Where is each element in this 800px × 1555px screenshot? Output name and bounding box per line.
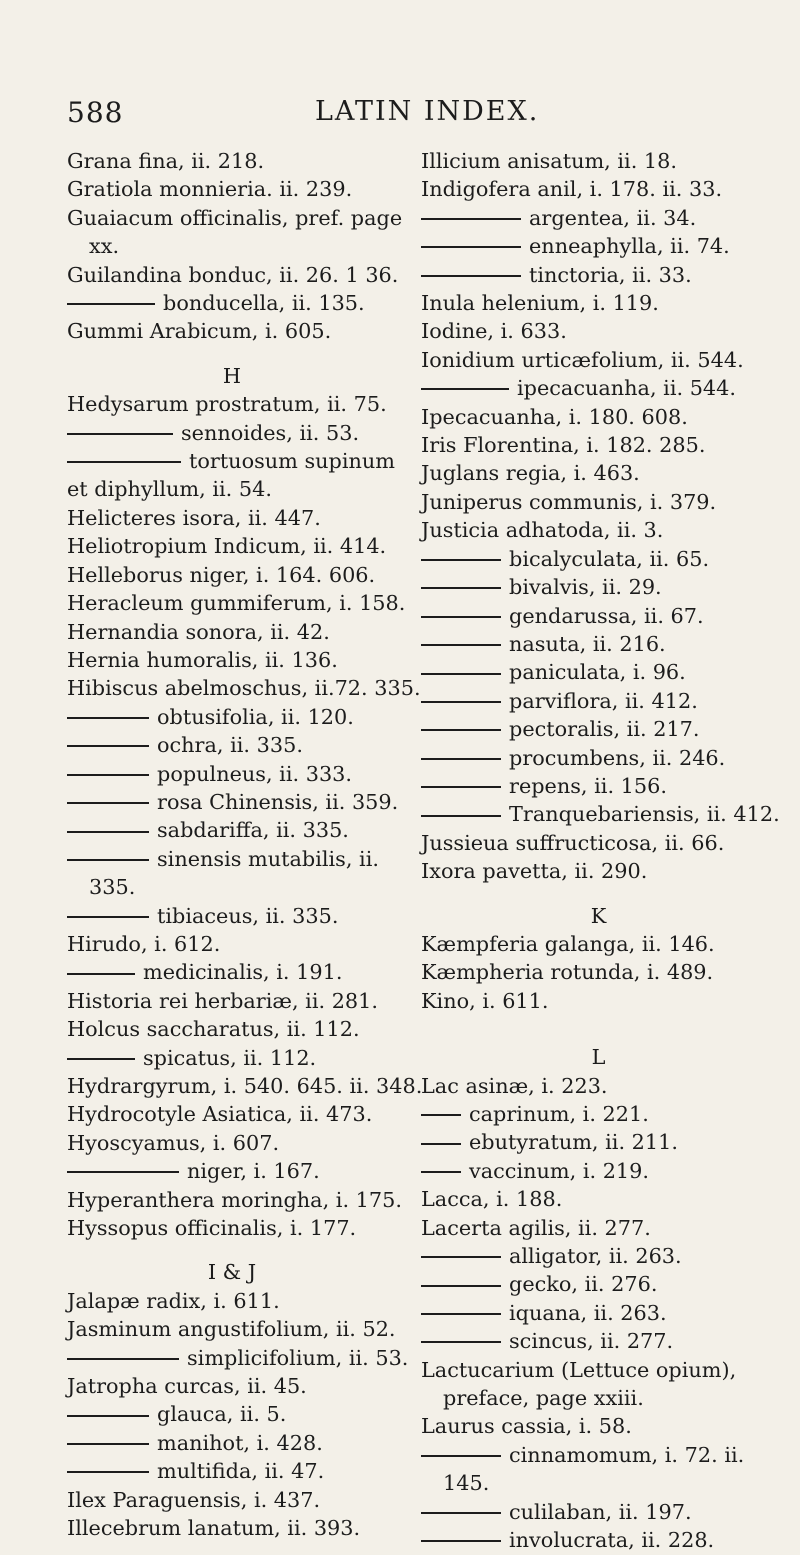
index-subentry <box>67 958 397 986</box>
index-subentry <box>67 419 397 447</box>
ditto-dash <box>421 1455 501 1457</box>
index-subentry <box>421 1100 776 1128</box>
ditto-dash <box>67 717 149 719</box>
subentry-text: sabdariffa, ii. 335. <box>157 818 349 843</box>
index-entry: Iodine, i. 633. <box>421 319 567 344</box>
ditto-dash <box>421 275 521 277</box>
index-subentry <box>67 731 397 759</box>
index-entry: Jasminum angustifolium, ii. 52. <box>67 1317 396 1342</box>
index-entry-continuation: xx. <box>89 234 120 259</box>
index-subentry <box>421 1526 776 1554</box>
index-subentry <box>67 1457 397 1485</box>
subentry-text: alligator, ii. 263. <box>509 1244 682 1269</box>
subentry-text: manihot, i. 428. <box>157 1430 323 1455</box>
subentry-text: caprinum, i. 221. <box>469 1102 649 1126</box>
subentry-text: involucrata, ii. 228. <box>509 1528 715 1553</box>
ditto-dash <box>421 729 501 731</box>
index-entry: Jalapæ radix, i. 611. <box>67 1288 280 1313</box>
index-entry: Holcus saccharatus, ii. 112. <box>67 1017 360 1042</box>
index-subentry <box>67 816 397 844</box>
index-entry-continuation: 145. <box>443 1471 490 1496</box>
subentry-text: spicatus, ii. 112. <box>143 1045 317 1070</box>
index-subentry <box>421 715 776 743</box>
ditto-dash <box>421 1256 501 1258</box>
index-entry: Illecebrum lanatum, ii. 393. <box>67 1516 361 1541</box>
index-subentry <box>421 204 776 232</box>
index-subentry <box>421 261 776 289</box>
index-subentry <box>67 788 397 816</box>
subentry-text: Tranquebariensis, ii. 412. <box>509 802 780 827</box>
subentry-text: iquana, ii. 263. <box>509 1300 667 1325</box>
subentry-text: multifida, ii. 47. <box>157 1459 325 1484</box>
index-subentry <box>421 658 776 686</box>
index-entry: Heracleum gummiferum, i. 158. <box>67 591 406 616</box>
ditto-dash <box>67 802 149 804</box>
index-subentry <box>67 845 397 873</box>
index-entry: Hydrocotyle Asiatica, ii. 473. <box>67 1102 373 1127</box>
index-entry: Ixora pavetta, ii. 290. <box>421 859 648 884</box>
right-column <box>421 147 780 1555</box>
ditto-dash <box>421 1313 501 1315</box>
subentry-text: nasuta, ii. 216. <box>509 631 666 656</box>
index-entry: Kino, i. 611. <box>421 988 549 1013</box>
ditto-dash <box>67 1471 149 1473</box>
ditto-dash <box>421 246 521 248</box>
index-entry: Iris Florentina, i. 182. 285. <box>421 433 706 458</box>
index-entry: Helleborus niger, i. 164. 606. <box>67 562 376 587</box>
index-entry: Jussieua suffructicosa, ii. 66. <box>421 830 725 855</box>
page-title: LATIN INDEX. <box>315 96 540 127</box>
index-subentry <box>67 1429 397 1457</box>
page-number: 588 <box>67 96 124 129</box>
index-subentry <box>67 447 397 475</box>
subentry-text: tibiaceus, ii. 335. <box>157 903 339 928</box>
ditto-dash <box>67 1358 179 1360</box>
subentry-text: niger, i. 167. <box>187 1159 320 1184</box>
ditto-dash <box>421 701 501 703</box>
subentry-text: medicinalis, i. 191. <box>143 960 343 985</box>
ditto-dash <box>67 303 155 305</box>
index-subentry <box>421 1242 776 1270</box>
index-entry: Lacerta agilis, ii. 277. <box>421 1215 651 1240</box>
ditto-dash <box>67 461 181 463</box>
index-entry: Lac asinæ, i. 223. <box>421 1073 608 1098</box>
index-entry: Hyoscyamus, i. 607. <box>67 1130 280 1155</box>
index-subentry <box>67 1157 397 1185</box>
index-entry: Kæmpheria rotunda, i. 489. <box>421 960 714 985</box>
ditto-dash <box>421 1341 501 1343</box>
index-entry-continuation: 335. <box>89 875 136 900</box>
index-entry: Lactucarium (Lettuce opium), <box>421 1357 737 1382</box>
index-entry: Hedysarum prostratum, ii. 75. <box>67 392 387 417</box>
index-subentry <box>421 1498 776 1526</box>
ditto-dash <box>67 1171 179 1173</box>
index-entry: Lacca, i. 188. <box>421 1187 563 1212</box>
index-subentry <box>421 1327 776 1355</box>
ditto-dash <box>421 388 509 390</box>
index-subentry <box>421 545 776 573</box>
index-subentry <box>421 744 776 772</box>
ditto-dash <box>67 859 149 861</box>
ditto-dash <box>421 616 501 618</box>
index-subentry <box>67 289 397 317</box>
subentry-text: ochra, ii. 335. <box>157 733 303 758</box>
index-subentry <box>67 1344 409 1372</box>
index-entry: Gratiola monnieria. ii. 239. <box>67 177 353 202</box>
ditto-dash <box>421 644 501 646</box>
ditto-dash <box>421 218 521 220</box>
index-entry-continuation: et diphyllum, ii. 54. <box>67 477 272 502</box>
ditto-dash <box>67 916 149 918</box>
index-entry: Hernia humoralis, ii. 136. <box>67 647 338 672</box>
subentry-text: parviflora, ii. 412. <box>509 688 698 713</box>
index-entry: Inula helenium, i. 119. <box>421 291 659 316</box>
ditto-dash <box>67 1415 149 1417</box>
index-subentry <box>421 1270 776 1298</box>
subentry-text: simplicifolium, ii. 53. <box>187 1345 409 1370</box>
index-subentry <box>421 1128 776 1156</box>
ditto-dash <box>421 1114 461 1116</box>
subentry-text: sinensis mutabilis, ii. <box>157 846 379 871</box>
subentry-text: populneus, ii. 333. <box>157 761 353 786</box>
subentry-text: repens, ii. 156. <box>509 773 667 798</box>
subentry-text: cinnamomum, i. 72. ii. <box>509 1442 745 1467</box>
ditto-dash <box>421 758 501 760</box>
index-entry: Indigofera anil, i. 178. ii. 33. <box>421 177 723 202</box>
ditto-dash <box>67 1058 135 1060</box>
index-subentry <box>67 902 397 930</box>
index-entry: Hirudo, i. 612. <box>67 931 221 956</box>
index-subentry <box>421 573 776 601</box>
subentry-text: vaccinum, i. 219. <box>469 1158 650 1183</box>
index-subentry <box>67 760 397 788</box>
ditto-dash <box>421 559 501 561</box>
index-subentry <box>421 1441 776 1469</box>
index-entry: Ipecacuanha, i. 180. 608. <box>421 404 688 429</box>
left-column <box>67 147 423 1543</box>
index-subentry <box>67 703 397 731</box>
index-subentry <box>421 630 776 658</box>
subentry-text: bivalvis, ii. 29. <box>509 575 662 600</box>
section-letter-l: L <box>591 1045 606 1070</box>
subentry-text: tortuosum supinum <box>189 449 396 474</box>
ditto-dash <box>67 831 149 833</box>
index-entry: Helicteres isora, ii. 447. <box>67 505 321 530</box>
ditto-dash <box>421 1171 461 1173</box>
index-entry: Illicium anisatum, ii. 18. <box>421 149 678 173</box>
ditto-dash <box>421 786 501 788</box>
ditto-dash <box>421 1540 501 1542</box>
ditto-dash <box>421 1512 501 1514</box>
ditto-dash <box>421 1285 501 1287</box>
index-entry: Hernandia sonora, ii. 42. <box>67 619 330 644</box>
section-letter-h: H <box>222 363 242 388</box>
index-entry: Justicia adhatoda, ii. 3. <box>421 518 664 543</box>
subentry-text: procumbens, ii. 246. <box>509 745 726 770</box>
index-entry: Historia rei herbariæ, ii. 281. <box>67 988 378 1013</box>
subentry-text: sennoides, ii. 53. <box>181 420 360 445</box>
index-entry: Kæmpferia galanga, ii. 146. <box>421 931 715 956</box>
index-entry: Juglans regia, i. 463. <box>421 461 640 486</box>
index-subentry <box>67 1044 397 1072</box>
index-entry: Gummi Arabicum, i. 605. <box>67 319 332 344</box>
index-entry: Jatropha curcas, ii. 45. <box>67 1374 307 1399</box>
subentry-text: ebutyratum, ii. 211. <box>469 1130 678 1155</box>
subentry-text: scincus, ii. 277. <box>509 1329 674 1354</box>
subentry-text: paniculata, i. 96. <box>509 660 686 685</box>
index-entry: Hyssopus officinalis, i. 177. <box>67 1216 357 1241</box>
index-entry: Guilandina bonduc, ii. 26. 1 36. <box>67 262 399 287</box>
index-subentry <box>421 800 780 828</box>
subentry-text: bicalyculata, ii. 65. <box>509 546 710 571</box>
section-letter-k: K <box>590 903 607 928</box>
index-entry: Heliotropium Indicum, ii. 414. <box>67 534 387 559</box>
index-entry: Laurus cassia, i. 58. <box>421 1414 632 1439</box>
index-subentry <box>421 1157 776 1185</box>
subentry-text: culilaban, ii. 197. <box>509 1499 692 1524</box>
subentry-text: argentea, ii. 34. <box>529 205 697 230</box>
ditto-dash <box>67 745 149 747</box>
ditto-dash <box>67 774 149 776</box>
subentry-text: gecko, ii. 276. <box>509 1272 658 1297</box>
index-subentry <box>421 772 776 800</box>
index-entry-continuation: preface, page xxiii. <box>443 1386 644 1411</box>
subentry-text: tinctoria, ii. 33. <box>529 262 692 287</box>
index-entry: Hydrargyrum, i. 540. 645. ii. 348. <box>67 1074 423 1098</box>
ditto-dash <box>421 1143 461 1145</box>
index-entry: Hibiscus abelmoschus, ii.72. 335. <box>67 676 421 701</box>
section-letter-ij: I & J <box>207 1260 257 1285</box>
subentry-text: obtusifolia, ii. 120. <box>157 704 354 729</box>
index-entry: Guaiacum officinalis, pref. page <box>67 205 403 230</box>
ditto-dash <box>67 973 135 975</box>
index-subentry <box>67 1400 397 1428</box>
subentry-text: ipecacuanha, ii. 544. <box>517 376 736 401</box>
index-entry: Juniperus communis, i. 379. <box>421 489 717 514</box>
index-entry: Hyperanthera moringha, i. 175. <box>67 1187 402 1212</box>
ditto-dash <box>421 673 501 675</box>
ditto-dash <box>421 587 501 589</box>
index-subentry <box>421 1299 776 1327</box>
ditto-dash <box>67 433 173 435</box>
index-entry: Ionidium urticæfolium, ii. 544. <box>421 347 744 372</box>
index-subentry <box>421 602 776 630</box>
index-subentry <box>421 687 776 715</box>
subentry-text: glauca, ii. 5. <box>157 1402 287 1427</box>
subentry-text: enneaphylla, ii. 74. <box>529 234 730 259</box>
subentry-text: pectoralis, ii. 217. <box>509 717 700 742</box>
index-entry: Ilex Paraguensis, i. 437. <box>67 1487 321 1512</box>
subentry-text: rosa Chinensis, ii. 359. <box>157 789 399 814</box>
index-subentry <box>421 374 776 402</box>
index-entry: Grana fina, ii. 218. <box>67 149 265 173</box>
ditto-dash <box>67 1443 149 1445</box>
subentry-text: gendarussa, ii. 67. <box>509 603 704 628</box>
subentry-text: bonducella, ii. 135. <box>163 291 365 316</box>
ditto-dash <box>421 815 501 817</box>
index-subentry <box>421 232 776 260</box>
